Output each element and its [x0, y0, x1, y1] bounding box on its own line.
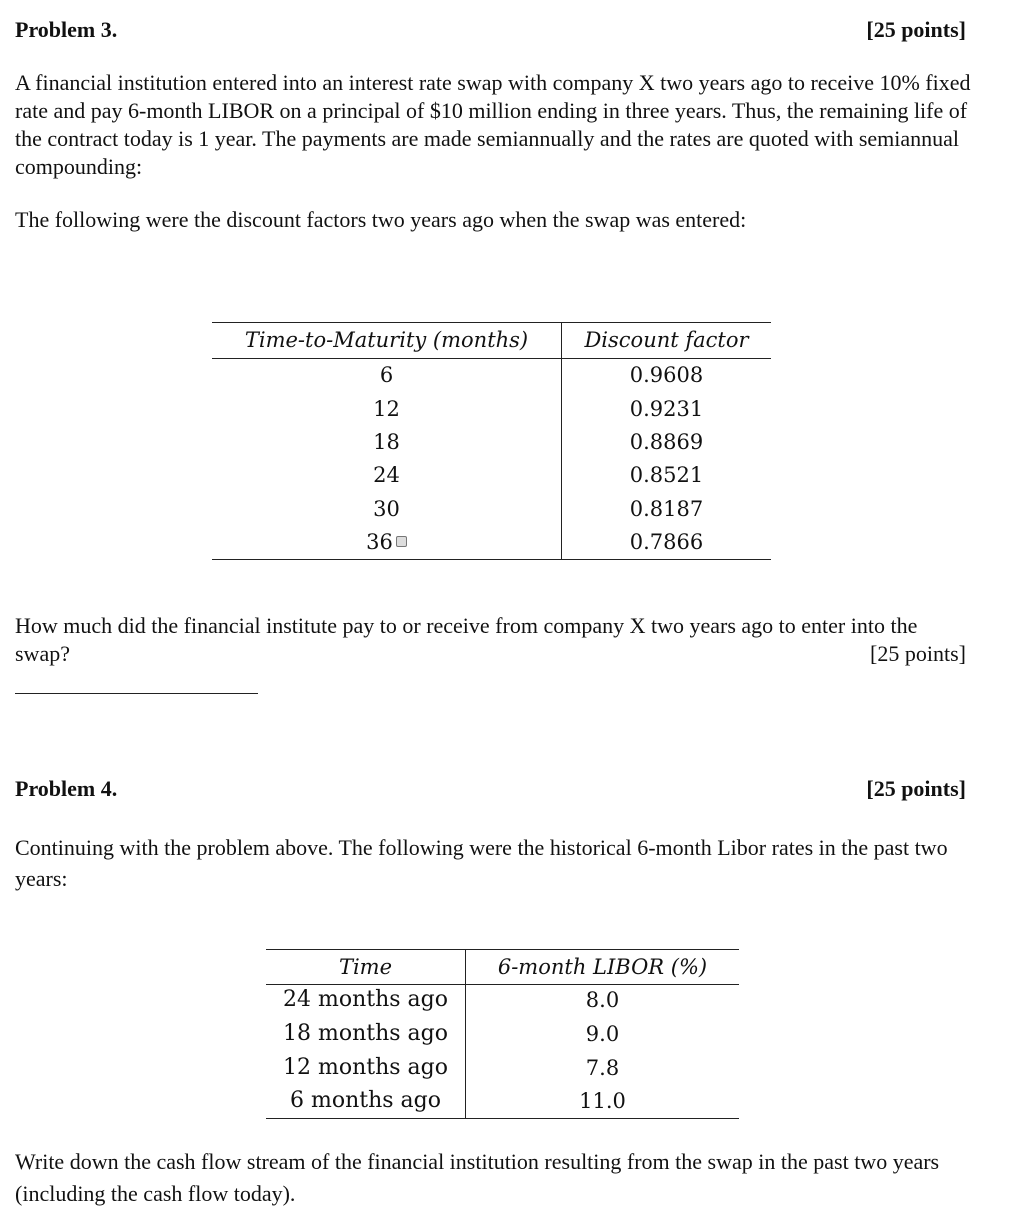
libor-table-bottom-rule [266, 1118, 739, 1119]
time-cell: 6 months ago [289, 1088, 441, 1113]
maturity-cell: 18 [373, 430, 400, 454]
time-cell: 24 months ago [283, 987, 448, 1012]
discount-factor-intro: The following were the discount factors two years ago when the swap was entered: [15, 207, 747, 232]
problem-3-question-points: [25 points] [870, 641, 966, 666]
problem-4-paragraph: Continuing with the problem above. The following were the historical 6-month Libor rates in the past two years: [15, 835, 948, 891]
time-cell: 12 months ago [283, 1055, 448, 1080]
header-libor: 6-month LIBOR (%) [497, 955, 708, 979]
libor-cell: 9.0 [585, 1022, 620, 1046]
header-time: Time [338, 955, 393, 979]
discount-cell: 0.8521 [629, 463, 704, 487]
maturity-value: 36 [366, 530, 393, 554]
problem-3-points: [25 points] [866, 17, 966, 42]
problem-3-question: How much did the financial institute pay to or receive from company X two years ago to enter into the swap? [15, 613, 918, 666]
discount-cell: 0.9231 [629, 397, 704, 421]
maturity-cell: 12 [373, 397, 400, 421]
maturity-cell: 30 [373, 497, 400, 521]
discount-cell: 0.7866 [629, 530, 704, 554]
libor-table-top-rule [266, 949, 739, 950]
discount-cell: 0.8187 [629, 497, 704, 521]
table-bottom-rule [212, 559, 771, 560]
discount-cell: 0.9608 [629, 363, 704, 387]
problem-4-title: Problem 4. [15, 776, 118, 801]
problem-4-question: Write down the cash flow stream of the financial institution resulting from the swap in the past two years (including the cash flow today). [15, 1149, 940, 1206]
table-top-rule [212, 322, 771, 323]
table-header-rule [212, 358, 771, 359]
libor-table-header-rule [266, 984, 739, 985]
discount-cell: 0.8869 [629, 430, 704, 454]
problem-3-title: Problem 3. [15, 17, 118, 42]
maturity-cell: 24 [373, 463, 400, 487]
libor-cell: 11.0 [579, 1089, 626, 1113]
libor-cell: 7.8 [585, 1056, 620, 1080]
problem-4-points: [25 points] [866, 776, 966, 801]
header-discount-factor: Discount factor [584, 328, 749, 352]
comment-marker-icon [396, 536, 407, 547]
libor-cell: 8.0 [585, 988, 620, 1012]
time-cell: 18 months ago [283, 1021, 448, 1046]
problem-3-paragraph: A financial institution entered into an interest rate swap with company X two years ago to receive 10% fixed rate and pay 6-month LIBOR on a principal of $10 million ending in three years. Thus, the remaining life of the contract today is 1 year. The payments are made semiannually and the rates are quoted with semiannual compounding: [15, 70, 971, 179]
maturity-cell: 6 [379, 363, 394, 387]
maturity-cell-last [212, 529, 561, 555]
header-time-to-maturity: Time-to-Maturity (months) [244, 328, 529, 352]
answer-separator-line [15, 693, 258, 694]
